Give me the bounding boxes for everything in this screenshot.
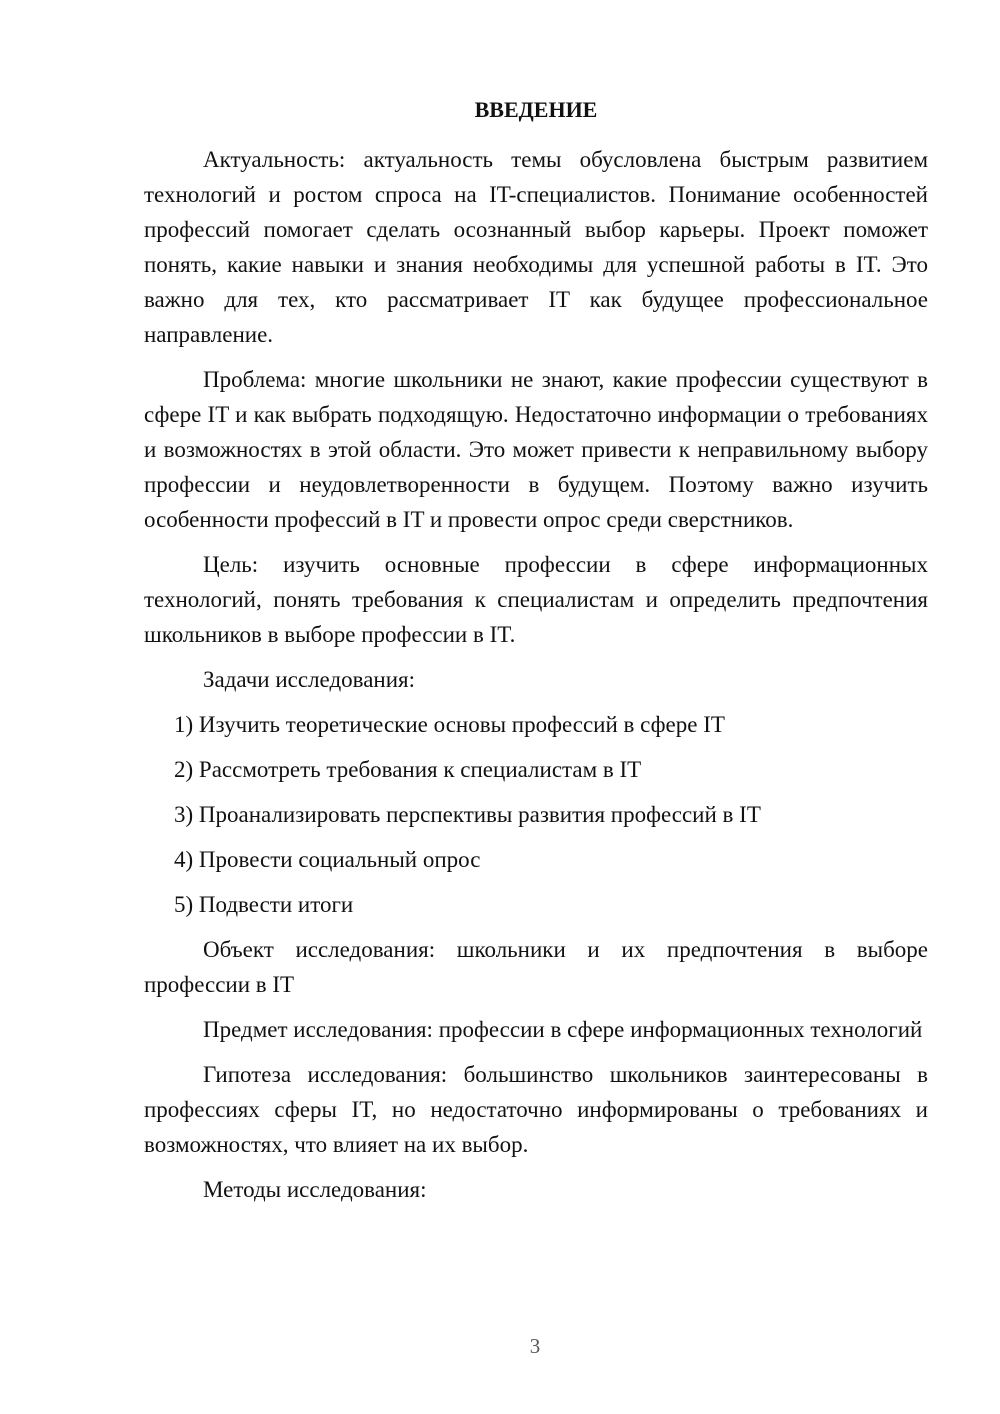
task-item: 5) Подвести итоги xyxy=(174,892,354,917)
task-item: 4) Провести социальный опрос xyxy=(174,847,481,872)
section-title: ВВЕДЕНИЕ xyxy=(474,97,598,122)
page-number: 3 xyxy=(529,1334,541,1358)
tasks-list xyxy=(144,707,928,922)
task-item: 2) Рассмотреть требования к специалистам в IT xyxy=(174,757,642,782)
paragraph-goal: Цель: изучить основные профессии в сфере информационных технологий, понять требования к специалистам и определить предпочтения школьников в выборе профессии в IT. xyxy=(144,552,928,647)
document-page xyxy=(144,92,928,1217)
task-item: 1) Изучить теоретические основы профессий в сфере IT xyxy=(174,712,725,737)
methods-heading: Методы исследования: xyxy=(203,1177,427,1202)
paragraph-relevance: Актуальность: актуальность темы обусловлена быстрым развитием технологий и ростом спроса на IT-специалистов. Понимание особенностей профессий помогает сделать осознанный выбор карьеры. Проект поможет понять, какие навыки и знания необходимы для успешной работы в IT. Это важно для тех, кто рассматривает IT как будущее профессиональное направление. xyxy=(144,147,928,347)
paragraph-object: Объект исследования: школьники и их предпочтения в выборе профессии в IT xyxy=(144,937,928,997)
paragraph-subject: Предмет исследования: профессии в сфере информационных технологий xyxy=(203,1017,923,1042)
paragraph-problem: Проблема: многие школьники не знают, какие профессии существуют в сфере IT и как выбрать подходящую. Недостаточно информации о требованиях и возможностях в этой области. Это может привести к неправильному выбору профессии и неудовлетворенности в будущем. Поэтому важно изучить особенности профессий в IT и провести опрос среди сверстников. xyxy=(144,367,928,532)
task-item: 3) Проанализировать перспективы развития профессий в IT xyxy=(174,802,761,827)
tasks-heading: Задачи исследования: xyxy=(203,667,416,692)
paragraph-hypothesis: Гипотеза исследования: большинство школьников заинтересованы в профессиях сферы IT, но недостаточно информированы о требованиях и возможностях, что влияет на их выбор. xyxy=(144,1062,928,1157)
